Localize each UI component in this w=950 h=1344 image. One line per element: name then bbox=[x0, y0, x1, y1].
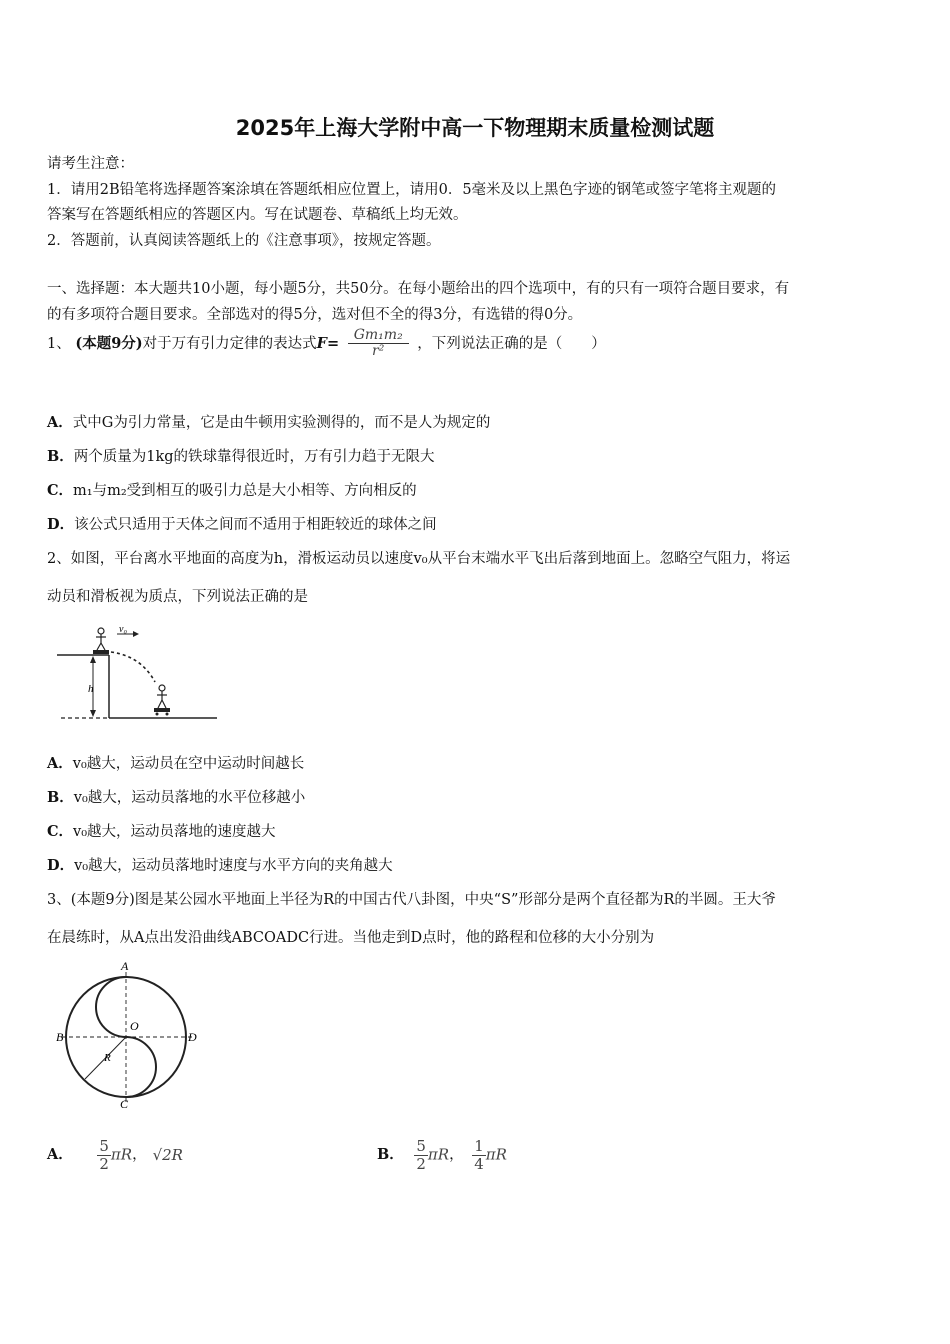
q3-option-a: A． $\frac{5}{2}$ πR， √2R bbox=[47, 1137, 183, 1173]
notice-heading: 请考生注意： bbox=[47, 156, 134, 172]
q3-label-O: O bbox=[130, 1019, 139, 1033]
q1-option-c: C．m₁与m₂受到相互的吸引力总是大小相等、方向相反的 bbox=[47, 482, 417, 499]
q3-option-b-fraction2: $\frac{1}{4}$ bbox=[474, 1137, 484, 1173]
q2-skateboard-figure bbox=[55, 622, 220, 722]
q2-option-b: B．v₀越大，运动员落地的水平位移越小 bbox=[47, 789, 306, 806]
q2-h-label: h bbox=[88, 683, 94, 695]
q1-tag: (本题9分) bbox=[75, 334, 143, 352]
section1-line2: 的有多项符合题目要求。全部选对的得5分，选对但不全的得3分，有选错的得0分。 bbox=[47, 307, 583, 323]
q3-label-R: R bbox=[104, 1052, 111, 1064]
q1-formula-num: Gm₁m₂ bbox=[348, 328, 409, 344]
notice-item1-line2: 答案写在答题纸相应的答题区内。写在试题卷、草稿纸上均无效。 bbox=[47, 207, 468, 223]
q1-F: F= bbox=[316, 334, 340, 352]
q3-option-b-fraction1: $\frac{5}{2}$ bbox=[416, 1137, 426, 1173]
q2-option-a: A．v₀越大，运动员在空中运动时间越长 bbox=[47, 755, 305, 772]
q1-number: 1、 bbox=[47, 335, 71, 352]
q1-option-a: A．式中G为引力常量，它是由牛顿用实验测得的，而不是人为规定的 bbox=[47, 414, 491, 431]
page-title: 2025年上海大学附中高一下物理期末质量检测试题 bbox=[235, 116, 715, 140]
q2-option-c: C．v₀越大，运动员落地的速度越大 bbox=[47, 823, 276, 840]
section1-line1: 一、选择题：本大题共10小题，每小题5分，共50分。在每小题给出的四个选项中，有的只有一项符合题目要求，有 bbox=[47, 281, 790, 297]
q1-stem bbox=[47, 328, 606, 360]
q3-label-C: C bbox=[120, 1097, 129, 1111]
q3-option-b: B． $\frac{5}{2}$ πR， $\frac{1}{4}$ πR bbox=[377, 1137, 507, 1173]
notice-item2: 2．答题前，认真阅读答题纸上的《注意事项》，按规定答题。 bbox=[47, 233, 441, 249]
q2-line1: 2、如图，平台离水平地面的高度为h，滑板运动员以速度v₀从平台末端水平飞出后落到地面上。忽略空气阻力，将运 bbox=[47, 551, 791, 567]
q3-label-B: B bbox=[56, 1030, 64, 1044]
q3-label-A: A bbox=[121, 959, 129, 973]
q1-stem-post: ，下列说法正确的是（ ） bbox=[417, 335, 606, 352]
q1-formula bbox=[348, 328, 409, 360]
q3-line1: 3、(本题9分)图是某公园水平地面上半径为R的中国古代八卦图，中央“S”形部分是两个直径都为R的半圆。王大爷 bbox=[47, 892, 776, 908]
q1-formula-den: r² bbox=[372, 343, 385, 360]
q3-option-a-fraction: $\frac{5}{2}$ bbox=[99, 1137, 109, 1173]
q1-option-b: B．两个质量为1kg的铁球靠得很近时，万有引力趋于无限大 bbox=[47, 448, 435, 465]
q2-line2: 动员和滑板视为质点，下列说法正确的是 bbox=[47, 589, 308, 605]
notice-item1-line1: 1．请用2B铅笔将选择题答案涂填在答题纸相应位置上，请用0．5毫米及以上黑色字迹的钢笔或签字笔将主观题的 bbox=[47, 182, 777, 198]
q3-label-D: D bbox=[188, 1030, 197, 1044]
q3-line2: 在晨练时，从A点出发沿曲线ABCOADC行进。当他走到D点时，他的路程和位移的大小分别为 bbox=[47, 930, 655, 946]
q3-bagua-figure bbox=[52, 958, 202, 1116]
q1-option-d: D．该公式只适用于天体之间而不适用于相距较近的球体之间 bbox=[47, 516, 437, 533]
q2-option-d: D．v₀越大，运动员落地时速度与水平方向的夹角越大 bbox=[47, 857, 393, 874]
q2-v-label: v₀ bbox=[119, 624, 127, 635]
q1-stem-pre: 对于万有引力定律的表达式 bbox=[142, 335, 317, 352]
